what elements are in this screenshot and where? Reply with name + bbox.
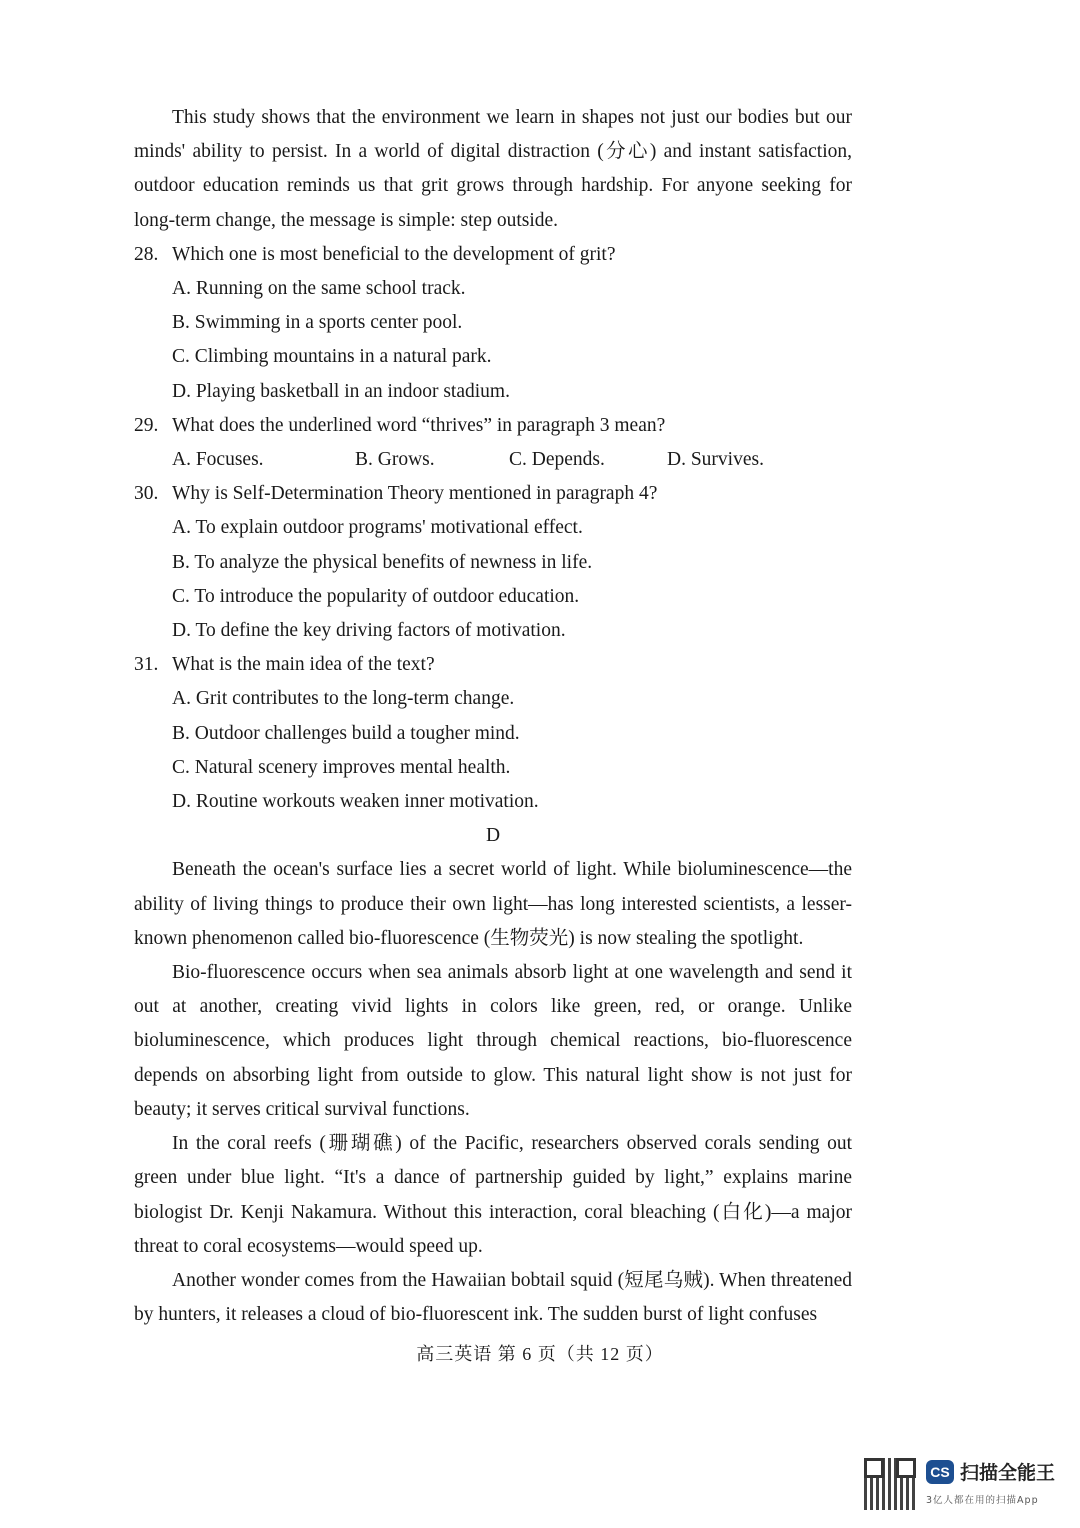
option-d: D. Survives. — [667, 449, 764, 471]
question-stem: What is the main idea of the text? — [172, 654, 435, 676]
question-31 — [134, 648, 852, 819]
question-number: 29. — [134, 414, 159, 436]
option-b: B. Outdoor challenges build a tougher mind. — [172, 722, 520, 744]
camscanner-logo: CS — [926, 1460, 954, 1484]
option-d: D. Routine workouts weaken inner motivation. — [172, 791, 539, 813]
question-number: 30. — [134, 483, 159, 505]
option-c: C. To introduce the popularity of outdoor education. — [172, 585, 580, 607]
option-c: C. Depends. — [509, 449, 605, 471]
option-b: B. Swimming in a sports center pool. — [172, 312, 463, 334]
question-number: 31. — [134, 654, 159, 676]
option-d: D. To define the key driving factors of motivation. — [172, 620, 566, 642]
section-title: D — [485, 825, 501, 847]
brand-tagline: 3亿人都在用的扫描App — [926, 1495, 1039, 1506]
option-b: B. To analyze the physical benefits of newness in life. — [172, 551, 593, 573]
option-b: B. Grows. — [355, 449, 435, 471]
option-row — [134, 443, 852, 477]
question-stem: What does the underlined word “thrives” in paragraph 3 mean? — [172, 414, 666, 436]
option-a: A. To explain outdoor programs' motivational effect. — [172, 517, 583, 539]
question-stem: Which one is most beneficial to the development of grit? — [172, 243, 616, 265]
brand-name: 扫描全能王 — [960, 1462, 1056, 1484]
option-a: A. Focuses. — [172, 449, 264, 471]
option-a: A. Grit contributes to the long-term change. — [172, 688, 515, 710]
question-stem: Why is Self-Determination Theory mentioned in paragraph 4? — [172, 483, 658, 505]
question-28 — [134, 238, 852, 409]
option-d: D. Playing basketball in an indoor stadium. — [172, 380, 510, 402]
option-a: A. Running on the same school track. — [172, 278, 466, 300]
page-footer: 高三英语 第 6 页（共 12 页） — [416, 1344, 664, 1364]
qr-code-icon — [864, 1458, 916, 1510]
question-number: 28. — [134, 243, 159, 265]
question-30 — [134, 477, 852, 648]
passage-paragraph-3: In the coral reefs (珊瑚礁) of the Pacific, researchers observed corals sending out green under blue light. “It's a dance of partnership guided by light,” explains marine biologist Dr. Kenji Nakamura. Without this interaction, coral bleaching (白化)—a major threat to coral ecosystems—would speed up. — [134, 1133, 852, 1257]
passage-paragraph-4: Another wonder comes from the Hawaiian bobtail squid (短尾乌贼). When threatened by hunters, it releases a cloud of bio-fluorescent ink. The sudden burst of light confuses — [134, 1269, 852, 1326]
option-c: C. Climbing mountains in a natural park. — [172, 346, 492, 368]
option-c: C. Natural scenery improves mental health. — [172, 756, 511, 778]
question-29 — [134, 409, 852, 477]
passage-paragraph-2: Bio-fluorescence occurs when sea animals absorb light at one wavelength and send it out at another, creating vivid lights in colors like green, red, or orange. Unlike bioluminescence, which produces light through chemical reactions, bio-fluorescence depends on absorbing light from outside to glow. This natural light show is not just for beauty; it serves critical survival functions. — [134, 962, 852, 1120]
intro-paragraph: This study shows that the environment we learn in shapes not just our bodies but our minds' ability to persist. In a world of digital distraction (分心) and instant satisfaction, outdoor education reminds us that grit grows through hardship. For anyone seeking for long-term change, the message is simple: step outside. — [134, 107, 852, 231]
exam-page-body — [134, 101, 852, 1332]
scanner-watermark — [864, 1458, 1064, 1510]
passage-paragraph-1: Beneath the ocean's surface lies a secret world of light. While bioluminescence—the ability of living things to produce their own light—has long interested scientists, a lesser-known phenomenon called bio-fluorescence (生物荧光) is now stealing the spotlight. — [134, 859, 852, 949]
